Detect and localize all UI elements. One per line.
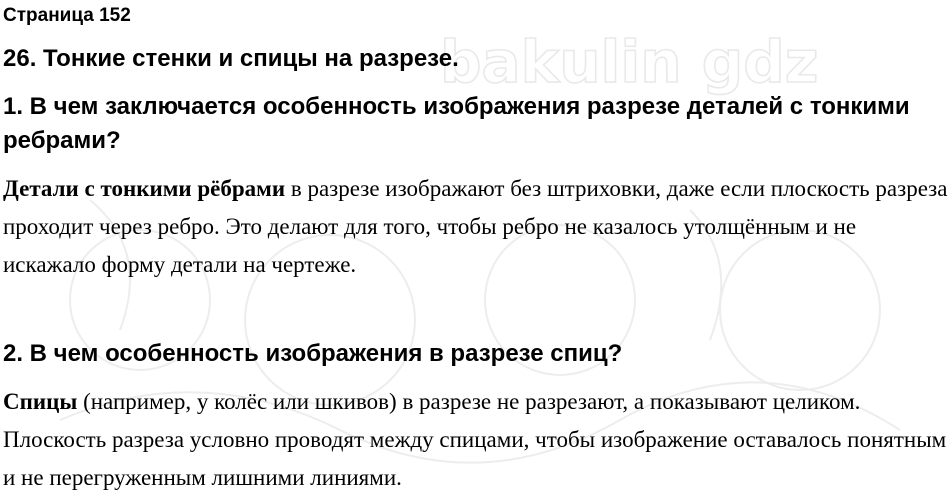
question-2-title: 2. В чем особенность изображения в разрезе спиц? bbox=[3, 340, 623, 367]
answer-2 bbox=[3, 383, 948, 497]
answer-1-term: Детали с тонкими рёбрами bbox=[3, 176, 286, 201]
section-title: 26. Тонкие стенки и спицы на разрезе. bbox=[3, 45, 459, 72]
watermark-text: bakulin gdz bbox=[440, 28, 819, 96]
answer-2-text: (например, у колёс или шкивов) в разрезе не разрезают, а показывают целиком. Плоскость разреза условно проводят между спицами, чтобы изображение оставалось понятным и не перегруженным лишними линиями. bbox=[3, 389, 947, 490]
question-1-title: 1. В чем заключается особенность изображения разрезе деталей с тонкими ребрами? bbox=[3, 93, 910, 154]
answer-2-term: Спицы bbox=[3, 389, 78, 414]
page-label: Страница 152 bbox=[3, 5, 131, 26]
answer-1 bbox=[3, 170, 948, 284]
answer-1-text: в разрезе изображают без штриховки, даже если плоскость разреза проходит через ребро. Это делают для того, чтобы ребро не казалось утолщённым и не искажало форму детали на чертеже. bbox=[3, 176, 948, 277]
